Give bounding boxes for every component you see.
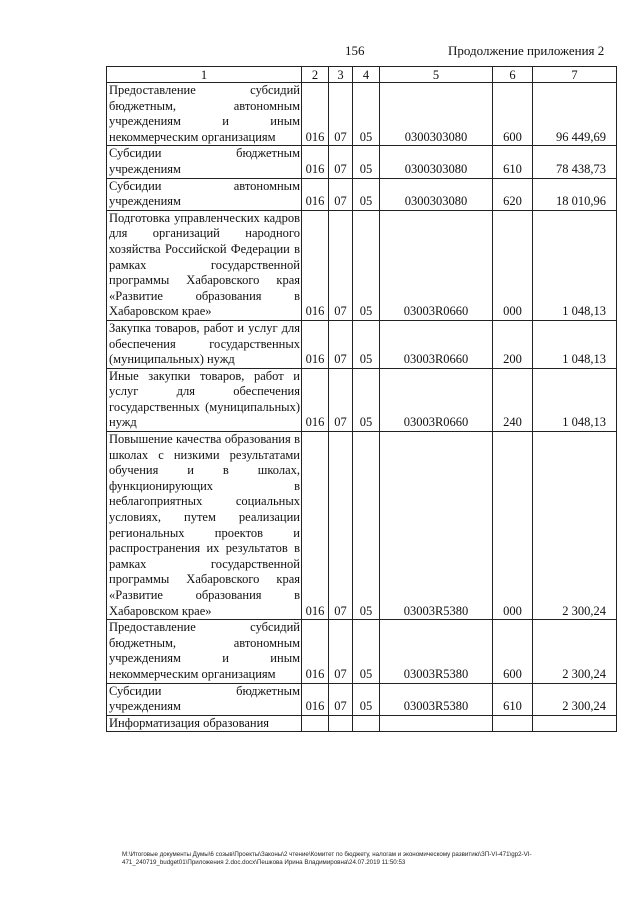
cell-amount: 1 048,13: [533, 368, 617, 431]
cell-section: 07: [329, 320, 353, 368]
cell-amount: [533, 715, 617, 732]
cell-target-article: [380, 715, 493, 732]
cell-subsection: [353, 715, 380, 732]
cell-expense-type: 610: [493, 146, 533, 178]
cell-admin-code: 016: [302, 432, 329, 620]
cell-expense-type: 240: [493, 368, 533, 431]
cell-amount: 96 449,69: [533, 83, 617, 146]
row-name: Субсидии бюджетным учреждениям: [107, 683, 302, 715]
file-path-footer: M:\Итоговые документы Думы\6 созыв\Проекты\Законы\2 чтение\Комитет по бюджету, налогам и экономическому развитию\ЗП-VI-471\gp2-VI-471_240719_budget01\Приложения 2.doc.docx\Пешкова Ирина Владимировна\24.07.2019 11:50:53: [122, 851, 532, 866]
cell-admin-code: 016: [302, 320, 329, 368]
cell-subsection: 05: [353, 210, 380, 320]
column-header: 5: [380, 67, 493, 83]
table-row: [107, 683, 617, 715]
table-row: [107, 178, 617, 210]
cell-admin-code: 016: [302, 368, 329, 431]
cell-expense-type: 000: [493, 432, 533, 620]
cell-subsection: 05: [353, 683, 380, 715]
cell-expense-type: [493, 715, 533, 732]
cell-target-article: 0300303080: [380, 146, 493, 178]
cell-subsection: 05: [353, 146, 380, 178]
cell-subsection: 05: [353, 368, 380, 431]
row-name: Закупка товаров, работ и услуг для обеспечения государственных (муниципальных) нужд: [107, 320, 302, 368]
table-row: [107, 146, 617, 178]
cell-target-article: 03003R5380: [380, 683, 493, 715]
cell-target-article: 03003R0660: [380, 210, 493, 320]
row-name: Субсидии бюджетным учреждениям: [107, 146, 302, 178]
cell-amount: 2 300,24: [533, 683, 617, 715]
cell-section: 07: [329, 368, 353, 431]
column-header: 1: [107, 67, 302, 83]
row-name: Информатизация образования: [107, 715, 302, 732]
table-row: [107, 715, 617, 732]
column-header: 3: [329, 67, 353, 83]
table-row: [107, 210, 617, 320]
row-name: Иные закупки товаров, работ и услуг для обеспечения государственных (муниципальных) нужд: [107, 368, 302, 431]
column-header: 2: [302, 67, 329, 83]
table-row: [107, 83, 617, 146]
row-name: Субсидии автономным учреждениям: [107, 178, 302, 210]
cell-amount: 1 048,13: [533, 320, 617, 368]
cell-target-article: 03003R0660: [380, 368, 493, 431]
cell-amount: 2 300,24: [533, 432, 617, 620]
cell-section: 07: [329, 83, 353, 146]
table-row: [107, 432, 617, 620]
cell-section: 07: [329, 146, 353, 178]
cell-admin-code: 016: [302, 146, 329, 178]
cell-section: 07: [329, 683, 353, 715]
cell-expense-type: 600: [493, 83, 533, 146]
table-row: [107, 320, 617, 368]
cell-section: 07: [329, 210, 353, 320]
cell-admin-code: 016: [302, 178, 329, 210]
cell-amount: 1 048,13: [533, 210, 617, 320]
cell-expense-type: 200: [493, 320, 533, 368]
cell-subsection: 05: [353, 320, 380, 368]
page-number: 156: [345, 43, 365, 58]
continuation-caption: Продолжение приложения 2: [448, 43, 605, 58]
cell-subsection: 05: [353, 620, 380, 683]
cell-target-article: 0300303080: [380, 83, 493, 146]
cell-admin-code: 016: [302, 83, 329, 146]
column-header: 7: [533, 67, 617, 83]
cell-subsection: 05: [353, 83, 380, 146]
cell-section: [329, 715, 353, 732]
cell-target-article: 03003R0660: [380, 320, 493, 368]
row-name: Предоставление субсидий бюджетным, автономным учреждениям и иным некоммерческим организациям: [107, 83, 302, 146]
cell-expense-type: 620: [493, 178, 533, 210]
cell-expense-type: 610: [493, 683, 533, 715]
row-name: Подготовка управленческих кадров для организаций народного хозяйства Российской Федерации в рамках государственной программы Хабаровского края «Развитие образования в Хабаровском крае»: [107, 210, 302, 320]
cell-admin-code: 016: [302, 620, 329, 683]
cell-subsection: 05: [353, 432, 380, 620]
table-row: [107, 620, 617, 683]
row-name: Повышение качества образования в школах с низкими результатами обучения и в школах, функционирующих в неблагоприятных социальных условиях, путем реализации региональных проектов и распространения их результатов в рамках государственной программы Хабаровского края «Развитие образования в Хабаровском крае»: [107, 432, 302, 620]
cell-section: 07: [329, 620, 353, 683]
column-header: 4: [353, 67, 380, 83]
cell-amount: 18 010,96: [533, 178, 617, 210]
row-name: Предоставление субсидий бюджетным, автономным учреждениям и иным некоммерческим организациям: [107, 620, 302, 683]
column-header: 6: [493, 67, 533, 83]
cell-section: 07: [329, 178, 353, 210]
cell-section: 07: [329, 432, 353, 620]
budget-table: [106, 66, 617, 732]
cell-admin-code: [302, 715, 329, 732]
cell-target-article: 0300303080: [380, 178, 493, 210]
cell-target-article: 03003R5380: [380, 432, 493, 620]
cell-admin-code: 016: [302, 210, 329, 320]
cell-target-article: 03003R5380: [380, 620, 493, 683]
cell-expense-type: 000: [493, 210, 533, 320]
cell-admin-code: 016: [302, 683, 329, 715]
cell-subsection: 05: [353, 178, 380, 210]
column-header-row: [107, 67, 617, 83]
cell-amount: 2 300,24: [533, 620, 617, 683]
cell-amount: 78 438,73: [533, 146, 617, 178]
cell-expense-type: 600: [493, 620, 533, 683]
table-row: [107, 368, 617, 431]
